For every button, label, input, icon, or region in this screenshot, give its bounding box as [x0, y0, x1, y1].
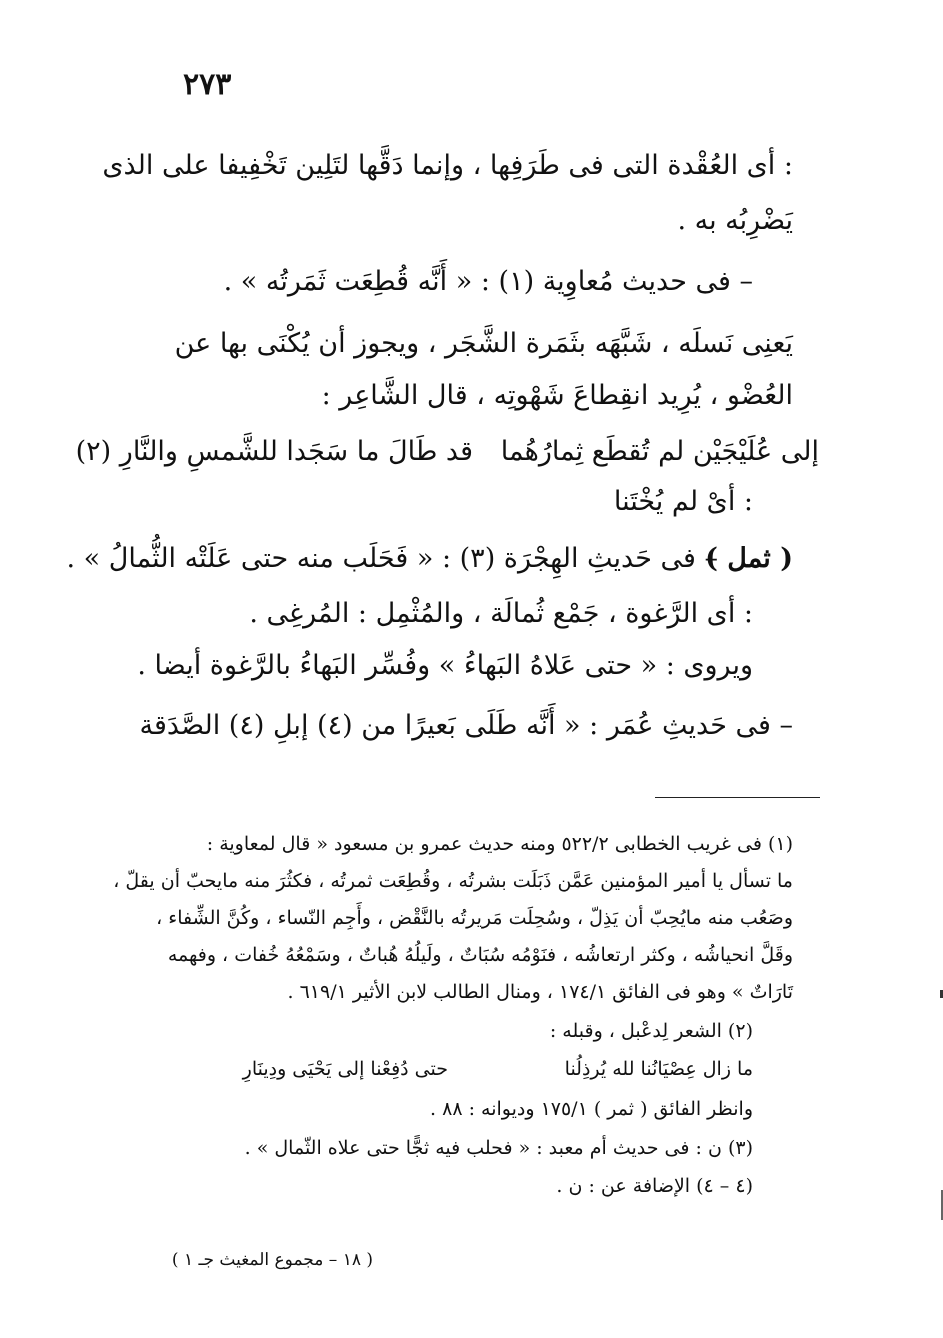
- footnote-2-verse-2: حتى دُفِعْنا إلى يَحْيَى ودِينَارِ: [242, 1058, 448, 1080]
- printer-signature: ( ١٨ – مجموع المغيث جـ ١ ): [171, 1250, 373, 1270]
- body-line-3: – فى حديث مُعاوِية (١) : « أَنَّه قُطِعَت ثَمَرتُه » .: [223, 266, 753, 297]
- body-line-4: يَعنِى نَسلَه ، شَبَّهَه بثَمَرة الشَّجَر ، ويجوز أن يُكْنَى بها عن: [174, 328, 793, 359]
- body-line-9: ويروى : « حتى عَلاهُ البَهاءُ » وفُسِّر البَهاءُ بالرَّغوة أيضا .: [137, 650, 753, 681]
- footnote-1-line-3: وصَعُب منه مايُحِبّ أن يَذِلّ ، وسُحِلَت مَريرتُه بالنَّقْض ، وأَجِم النّساء ، وكُنَّ الشِّفاء ،: [156, 907, 793, 929]
- footnote-3: (٣) ن : فى حديث أم معبد : « فحلب فيه ثجًّا حتى علاه الثّمال » .: [244, 1137, 753, 1159]
- page-number: ٢٧٣: [183, 67, 232, 102]
- footnote-1-line-5: تَارَاتٌ » وهو فى الفائق ١٧٤/١ ، ومنال الطالب لابن الأثير ٦١٩/١ .: [287, 981, 793, 1003]
- footnote-2-line-1: (٢) الشعر لِدعْبل ، وقبله :: [549, 1020, 753, 1042]
- footnote-1-line-2: ما تسأل يا أمير المؤمنين عَمَّن ذَبَلَت بشرتُه ، وقُطِعَت ثمرتُه ، فكثُرَ منه مايحبّ أن يقلّ ،: [113, 870, 793, 892]
- body-line-8: : أى الرَّغوة ، جَمْع ثُمالَة ، والمُثْمِل : المُرغِى .: [249, 598, 753, 629]
- footnote-1-line-4: وقَلَّ انحياشُه ، وكثر ارتعاشُه ، فنَوْمُه سُبَاتٌ ، ولَيلُهُ هُباتٌ ، وسَمْعُهُ خُفات ، وفهمه: [167, 944, 793, 966]
- body-line-1: : أى العُقْدة التى فى طَرَفِها ، وإنما دَقَّها لتَلِين تَخْفِيفا على الذى: [102, 150, 793, 181]
- body-line-10: – فى حَديثِ عُمَر : « أَنَّه طَلَى بَعيرًا من (٤) إبلِ (٤) الصَّدَقة: [139, 710, 793, 741]
- verse-hemistich-1: إلى عُلَيْجَيْن لم تُقطَع ثِمارُهُما: [500, 436, 819, 467]
- footnote-1-line-1: (١) فى غريب الخطابى ٥٢٢/٢ ومنه حديث عمرو بن مسعود « قال لمعاوية :: [206, 833, 793, 855]
- footnote-separator: [655, 797, 820, 798]
- body-line-7: – فى حَديثِ الهِجْرَة (٣) : « فَحَلَب منه حتى عَلَتْه الثُّمالُ » .: [66, 543, 718, 574]
- footnote-2-verse-1: ما زال عِصْيَانُنا لله يُرذِلُنا: [564, 1058, 753, 1080]
- entry-heading-thml: ( ثمل ): [705, 543, 793, 574]
- body-line-5: العُضْو ، يُرِيد انقِطاعَ شَهْوتِه ، قال الشَّاعِر :: [321, 380, 793, 411]
- verse-hemistich-2: قد طَالَ ما سَجَدا للشَّمسِ والنَّارِ (٢): [75, 436, 473, 467]
- body-line-2: يَضْرِبُه به .: [677, 205, 793, 236]
- body-line-6: : أىْ لم يُخْتَنا: [613, 486, 753, 517]
- footnote-4: (٤ – ٤) الإضافة عن : ن .: [556, 1175, 753, 1197]
- footnote-2-line-3: وانظر الفائق ( ثمر ) ١٧٥/١ وديوانه : ٨٨ .: [430, 1098, 753, 1120]
